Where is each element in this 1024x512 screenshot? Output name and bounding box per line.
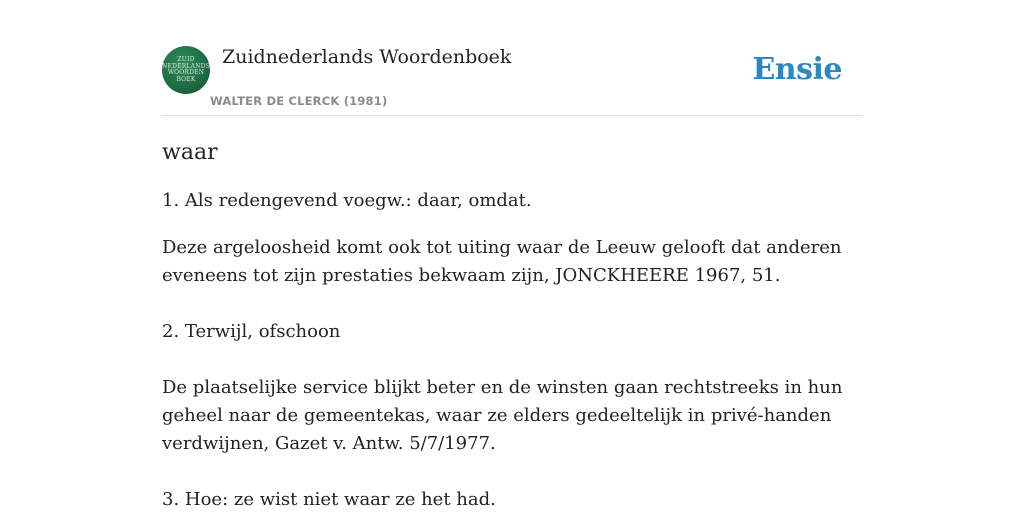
book-author: WALTER DE CLERCK (1981) [210,94,388,108]
book-logo-icon[interactable] [162,46,210,94]
definition-paragraph: 1. Als redengevend voegw.: daar, omdat. [162,190,532,211]
example-paragraph: Deze argeloosheid komt ook tot uiting waar de Leeuw gelooft dat anderen eveneens tot zijn prestaties bekwaam zijn, JONCKHEERE 1967, 51. [162,237,842,286]
logo-line-2: NEDERLANDS [162,62,210,70]
ensie-brand-logo[interactable]: Ensie [752,52,842,87]
logo-line-4: BOEK [176,75,196,83]
logo-line-3: WOORDEN [167,69,205,76]
site-header [162,46,862,116]
definition-paragraph: 3. Hoe: ze wist niet waar ze het had. [162,489,496,510]
example-paragraph: De plaatselijke service blijkt beter en de winsten gaan rechtstreeks in hun geheel naar de gemeentekas, waar ze elders gedeeltelijk in privé-handen verdwijnen, Gazet v. Antw. 5/7/1977. [162,377,843,454]
entry-headword: waar [162,140,218,165]
book-title-link[interactable]: Zuidnederlands Woordenboek [222,46,512,68]
entry-content [162,140,862,512]
definition-paragraph: 2. Terwijl, ofschoon [162,321,341,342]
logo-line-1: ZUID [177,56,195,63]
